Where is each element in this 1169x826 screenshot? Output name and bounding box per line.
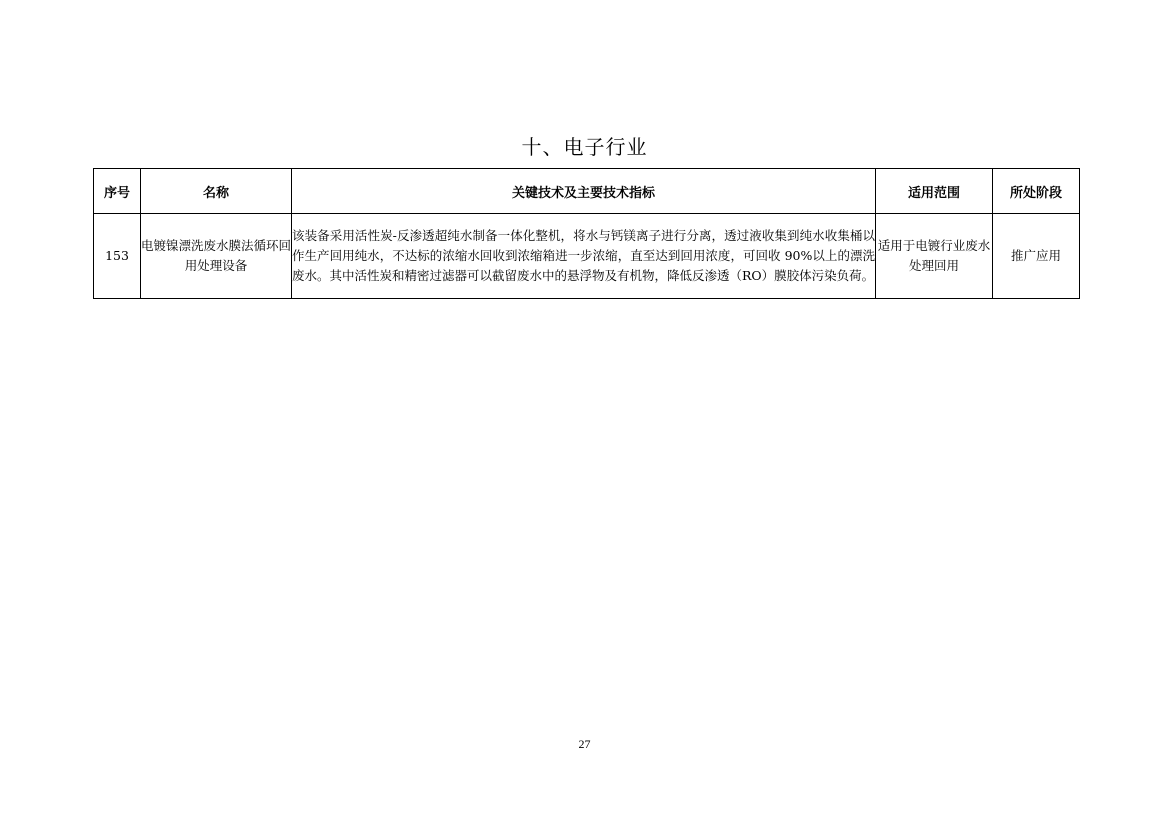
header-tech: 关键技术及主要技术指标 bbox=[292, 169, 876, 214]
table-header-row bbox=[94, 169, 1080, 214]
cell-stage: 推广应用 bbox=[993, 214, 1080, 299]
page-number: 27 bbox=[578, 737, 591, 751]
technology-table bbox=[93, 168, 1080, 299]
cell-index: 153 bbox=[94, 214, 141, 299]
cell-name: 电镀镍漂洗废水膜法循环回用处理设备 bbox=[141, 214, 292, 299]
header-scope: 适用范围 bbox=[876, 169, 993, 214]
header-stage: 所处阶段 bbox=[993, 169, 1080, 214]
table-row bbox=[94, 214, 1080, 299]
header-index: 序号 bbox=[94, 169, 141, 214]
cell-tech: 该装备采用活性炭-反渗透超纯水制备一体化整机，将水与钙镁离子进行分离，透过液收集到纯水收集桶以作生产回用纯水，不达标的浓缩水回收到浓缩箱进一步浓缩，直至达到回用浓度，可回收 90%以上的漂洗废水。其中活性炭和精密过滤器可以截留废水中的悬浮物及有机物，降低反渗透（RO）膜胶体污染负荷。 bbox=[292, 214, 876, 299]
header-name: 名称 bbox=[141, 169, 292, 214]
cell-scope: 适用于电镀行业废水处理回用 bbox=[876, 214, 993, 299]
section-title: 十、电子行业 bbox=[521, 135, 648, 159]
